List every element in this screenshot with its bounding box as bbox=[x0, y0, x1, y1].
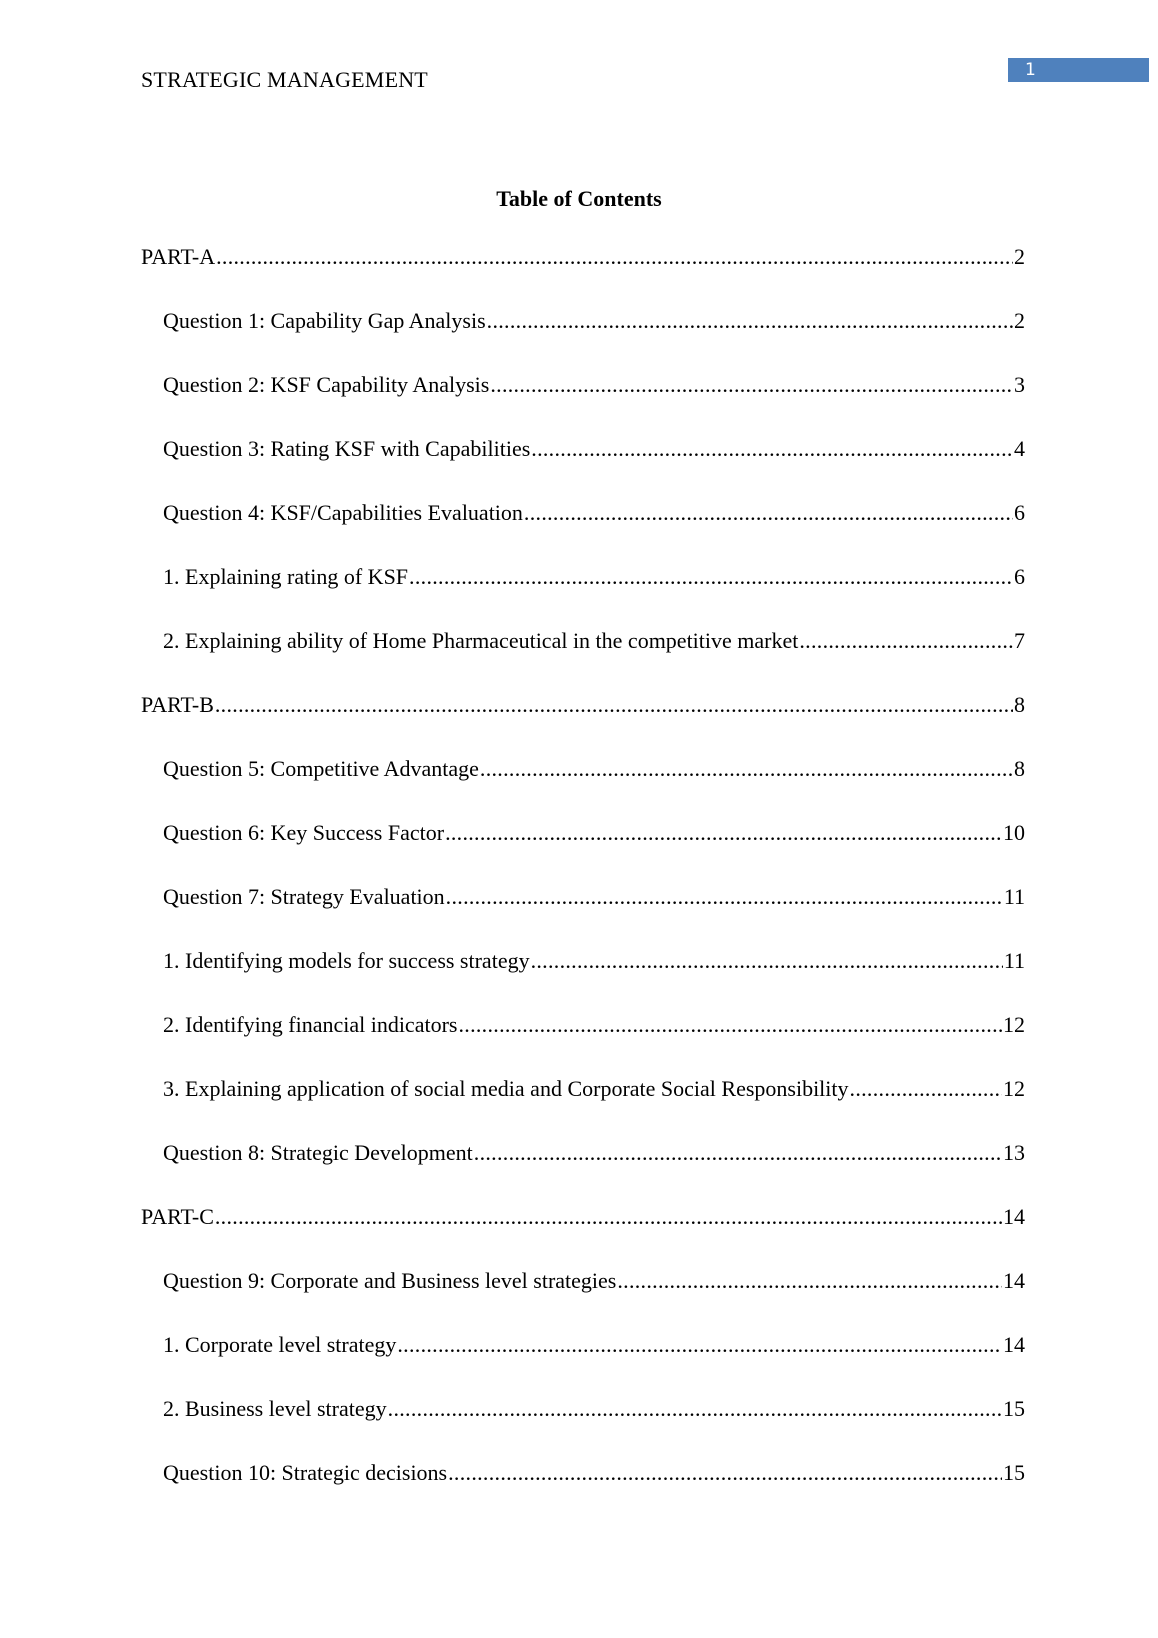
toc-entry-question-6[interactable] bbox=[141, 820, 1025, 884]
toc-entry-q7-sub-1[interactable] bbox=[141, 948, 1025, 1012]
toc-entry-label: 1. Explaining rating of KSF bbox=[163, 564, 409, 589]
toc-entry-question-1[interactable] bbox=[141, 308, 1025, 372]
toc-entry-label: Question 9: Corporate and Business level strategies bbox=[163, 1268, 617, 1293]
dot-leader bbox=[490, 372, 1013, 398]
dot-leader bbox=[215, 692, 1013, 718]
dot-leader bbox=[446, 884, 1003, 910]
toc-entry-page: 2 bbox=[1014, 308, 1025, 333]
toc-entry-page: 11 bbox=[1003, 948, 1025, 973]
toc-entry-page: 15 bbox=[1003, 1460, 1025, 1485]
page-number: 1 bbox=[1025, 60, 1036, 80]
toc-entry-label: PART-A bbox=[141, 244, 216, 269]
toc-entry-label: 2. Explaining ability of Home Pharmaceutical in the competitive market bbox=[163, 628, 799, 653]
toc-entry-label: Question 3: Rating KSF with Capabilities bbox=[163, 436, 531, 461]
toc-entry-q9-sub-1[interactable] bbox=[141, 1332, 1025, 1396]
toc-entry-part-c[interactable] bbox=[141, 1204, 1025, 1268]
toc-entry-question-8[interactable] bbox=[141, 1140, 1025, 1204]
toc-entry-page: 12 bbox=[1003, 1076, 1025, 1101]
toc-entry-page: 6 bbox=[1014, 564, 1025, 589]
dot-leader bbox=[850, 1076, 1002, 1102]
toc-entry-label: 2. Business level strategy bbox=[163, 1396, 387, 1421]
toc-entry-question-10[interactable] bbox=[141, 1460, 1025, 1524]
dot-leader bbox=[216, 244, 1013, 270]
dot-leader bbox=[487, 308, 1013, 334]
toc-entry-q7-sub-2[interactable] bbox=[141, 1012, 1025, 1076]
toc-entry-q7-sub-3[interactable] bbox=[141, 1076, 1025, 1140]
dot-leader bbox=[215, 1204, 1002, 1230]
toc-entry-page: 6 bbox=[1014, 500, 1025, 525]
toc-entry-question-5[interactable] bbox=[141, 756, 1025, 820]
toc-entry-question-3[interactable] bbox=[141, 436, 1025, 500]
dot-leader bbox=[397, 1332, 1002, 1358]
toc-entry-label: 1. Identifying models for success strategy bbox=[163, 948, 530, 973]
toc-entry-label: 1. Corporate level strategy bbox=[163, 1332, 397, 1357]
toc-entry-page: 15 bbox=[1003, 1396, 1025, 1421]
dot-leader bbox=[531, 948, 1003, 974]
toc-entry-label: Question 7: Strategy Evaluation bbox=[163, 884, 445, 909]
dot-leader bbox=[409, 564, 1013, 590]
toc-entry-page: 4 bbox=[1014, 436, 1025, 461]
dot-leader bbox=[474, 1140, 1002, 1166]
toc-entry-q9-sub-2[interactable] bbox=[141, 1396, 1025, 1460]
dot-leader bbox=[445, 820, 1002, 846]
toc-entry-page: 14 bbox=[1003, 1332, 1025, 1357]
dot-leader bbox=[799, 628, 1013, 654]
dot-leader bbox=[531, 436, 1013, 462]
toc-entry-label: Question 1: Capability Gap Analysis bbox=[163, 308, 486, 333]
toc-entry-page: 14 bbox=[1003, 1268, 1025, 1293]
toc-title: Table of Contents bbox=[496, 186, 662, 211]
toc-entry-label: Question 6: Key Success Factor bbox=[163, 820, 445, 845]
toc-entry-part-b[interactable] bbox=[141, 692, 1025, 756]
dot-leader bbox=[617, 1268, 1002, 1294]
toc-entry-page: 2 bbox=[1014, 244, 1025, 269]
dot-leader bbox=[448, 1460, 1002, 1486]
dot-leader bbox=[458, 1012, 1002, 1038]
toc-entry-q4-sub-2[interactable] bbox=[141, 628, 1025, 692]
toc-entry-question-7[interactable] bbox=[141, 884, 1025, 948]
table-of-contents bbox=[141, 244, 1025, 1524]
toc-entry-page: 14 bbox=[1003, 1204, 1025, 1229]
toc-entry-label: 2. Identifying financial indicators bbox=[163, 1012, 458, 1037]
toc-entry-page: 10 bbox=[1003, 820, 1025, 845]
toc-entry-label: PART-B bbox=[141, 692, 214, 717]
toc-entry-label: Question 2: KSF Capability Analysis bbox=[163, 372, 490, 397]
toc-entry-q4-sub-1[interactable] bbox=[141, 564, 1025, 628]
toc-entry-question-2[interactable] bbox=[141, 372, 1025, 436]
toc-entry-label: 3. Explaining application of social media and Corporate Social Responsibility bbox=[163, 1076, 849, 1101]
toc-entry-page: 8 bbox=[1014, 692, 1025, 717]
page-number-badge bbox=[1008, 58, 1149, 82]
toc-entry-label: Question 8: Strategic Development bbox=[163, 1140, 473, 1165]
toc-entry-question-4[interactable] bbox=[141, 500, 1025, 564]
toc-entry-part-a[interactable] bbox=[141, 244, 1025, 308]
toc-entry-label: Question 5: Competitive Advantage bbox=[163, 756, 479, 781]
dot-leader bbox=[524, 500, 1013, 526]
dot-leader bbox=[480, 756, 1013, 782]
running-header-title: STRATEGIC MANAGEMENT bbox=[141, 67, 428, 92]
toc-entry-label: Question 10: Strategic decisions bbox=[163, 1460, 448, 1485]
toc-entry-page: 8 bbox=[1014, 756, 1025, 781]
toc-entry-question-9[interactable] bbox=[141, 1268, 1025, 1332]
toc-entry-page: 3 bbox=[1014, 372, 1025, 397]
toc-entry-page: 7 bbox=[1014, 628, 1025, 653]
toc-entry-label: Question 4: KSF/Capabilities Evaluation bbox=[163, 500, 523, 525]
toc-entry-page: 11 bbox=[1003, 884, 1025, 909]
dot-leader bbox=[388, 1396, 1002, 1422]
toc-entry-page: 12 bbox=[1003, 1012, 1025, 1037]
toc-entry-label: PART-C bbox=[141, 1204, 214, 1229]
toc-entry-page: 13 bbox=[1003, 1140, 1025, 1165]
